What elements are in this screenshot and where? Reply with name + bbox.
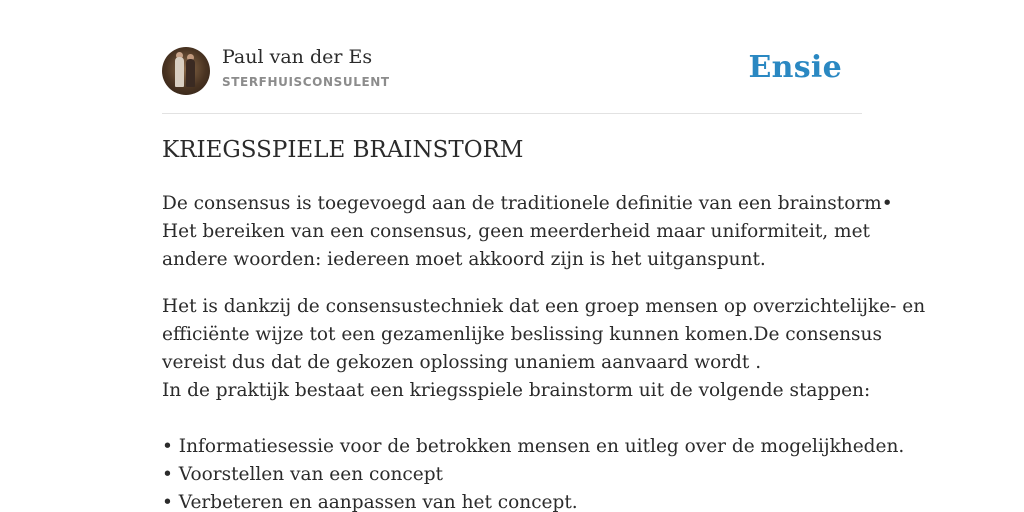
avatar-figure xyxy=(186,59,195,87)
avatar-figure xyxy=(175,57,184,87)
text-line: De consensus is toegevoegd aan de traditionele definitie van een brainstorm• xyxy=(162,193,893,214)
article-title: KRIEGSSPIELE BRAINSTORM xyxy=(162,137,524,163)
blank-line xyxy=(162,405,862,433)
author-role: STERFHUISCONSULENT xyxy=(222,75,390,89)
text-line: efficiënte wijze tot een gezamenlijke beslissing kunnen komen.De consensus xyxy=(162,324,882,345)
text-line: Het bereiken van een consensus, geen meerderheid maar uniformiteit, met xyxy=(162,221,870,242)
author-name[interactable]: Paul van der Es xyxy=(222,46,373,68)
paragraph-1 xyxy=(162,190,893,274)
article-body xyxy=(162,190,926,512)
author-header xyxy=(162,0,862,114)
list-item: • Verbeteren en aanpassen van het concept. xyxy=(162,492,578,512)
ensie-logo[interactable]: Ensie xyxy=(748,50,842,85)
text-line: andere woorden: iedereen moet akkoord zijn is het uitganspunt. xyxy=(162,249,766,270)
avatar[interactable] xyxy=(162,47,210,95)
text-line: vereist dus dat de gekozen oplossing unaniem aanvaard wordt . xyxy=(162,352,762,373)
paragraph-2 xyxy=(162,293,926,512)
text-line: Het is dankzij de consensustechniek dat een groep mensen op overzichtelijke- en xyxy=(162,296,926,317)
text-line: In de praktijk bestaat een kriegsspiele brainstorm uit de volgende stappen: xyxy=(162,380,871,401)
list-item: • Informatiesessie voor de betrokken mensen en uitleg over de mogelijkheden. xyxy=(162,436,905,457)
list-item: • Voorstellen van een concept xyxy=(162,464,443,485)
page-container xyxy=(162,0,926,512)
